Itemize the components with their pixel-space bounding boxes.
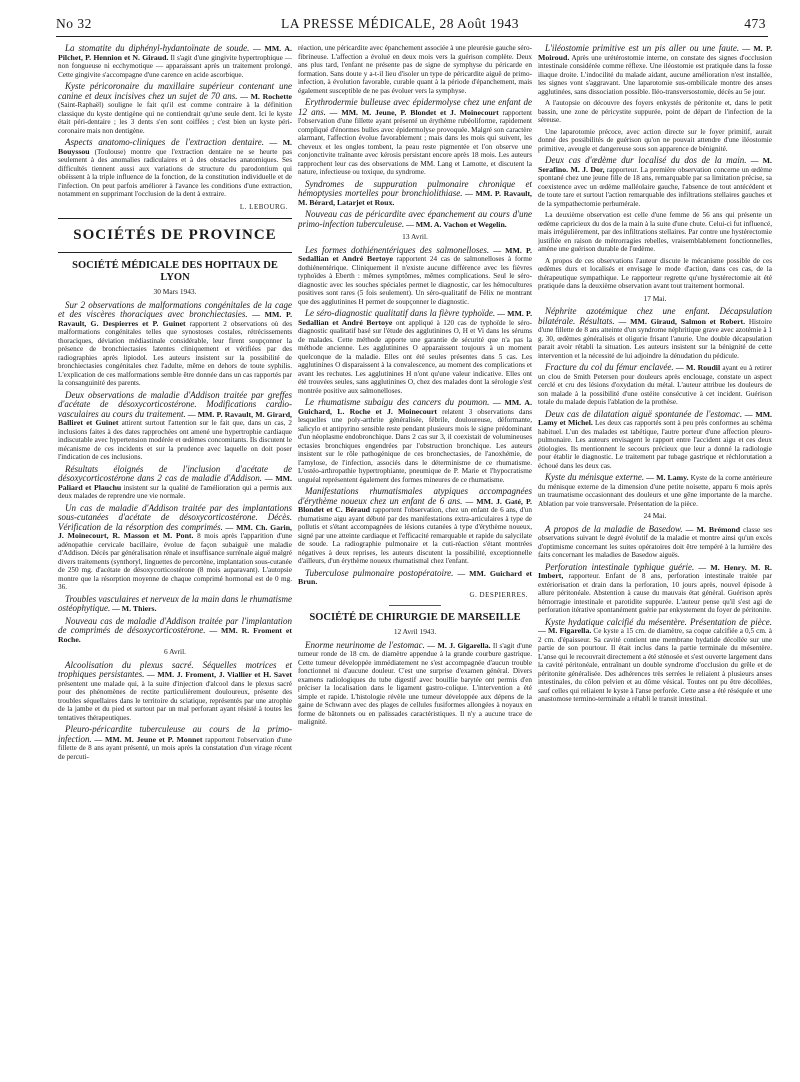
article-text: insistent sur la qualité de l'amélioration qui a permis aux deux malades de reprendre une vie normale. (58, 483, 292, 500)
article-authors: — M. Roudil (675, 363, 721, 372)
signature: L. LEBOURG. (239, 202, 288, 211)
article-title: Kyste du ménisque externe. (545, 472, 645, 482)
article-authors: — MM. P. Ravault, M. Bérard, Latarjet et Roux. (298, 189, 532, 207)
article-paragraph (298, 641, 532, 727)
article-title: Deux observations de maladie d'Addison traitée par greffes d'acétate de désoxycorticostérone. Modifications cardio-vasculaires au cours du traitement. (58, 389, 292, 419)
article-paragraph (538, 363, 772, 407)
article-text: Histoire d'une fillette de 8 ans atteinte d'un syndrome néphritique grave avec azotémie à 1 g. 30, œdèmes généralisés et oligurie frisant l'anurie. Une double décapsulation parait avoir rétabli la situation. Les auteurs insistent sur la bénignité de cette intervention et la nécessité de lui adjoindre la dénudation du pédicule. (538, 317, 772, 360)
article-title: Fracture du col du fémur enclavée. (545, 362, 674, 372)
article-paragraph (58, 504, 292, 592)
article-title: Troubles vasculaires et nerveux de la main dans le rhumatisme ostéophytique. (58, 593, 292, 613)
article-paragraph (298, 487, 532, 566)
article-group (538, 525, 772, 704)
article-authors: — MM. M. Jeune, P. Blondet et J. Moinecourt (329, 107, 499, 117)
article-paragraph (538, 473, 772, 508)
article-authors: — MM. P. Sedallian et André Bertoye (298, 245, 532, 263)
article-text: rapportent 2 observations où des malformations congénitales telles que synostoses costales, rétrécissements thoraciques, déviation médiastinale considérable, leur firent soupçonner la présence de bronchiectasies latentes cliniquement et vérifiées par des radiographies après lipiodol. Les auteurs insistent sur la possibilité de bronchiectasies congénitales chez l'adulte, même en dehors de toute syphilis. L'explication de ces malformations semble être donnée dans un cas rapportés par la consanguinité des parents. (58, 319, 292, 387)
article-authors: — MM. P. Sedallian et André Bertoye (298, 309, 532, 327)
article-title: Les formes dothiénentériques des salmonelloses. (305, 244, 490, 255)
article-authors: — M. Brémond (685, 524, 741, 534)
article-group (298, 246, 532, 587)
article-paragraph (538, 44, 772, 96)
session-date: 30 Mars 1943. (153, 287, 197, 296)
session-date: 17 Mai. (643, 293, 667, 303)
article-text: rapporteur. La première observation concerne un œdème spontané chez une jeune fille de 18 ans, remarquable par sa limitation précise, sa coexistence avec un œdème malléolaire gauche, l'absence de tout antécédent et de toute tare et surtout l'action remarquable des infiltrations stellaires gauches et de la sympathectomie perhumérale. (538, 165, 772, 208)
article-paragraph (58, 44, 292, 79)
article-title: Syndromes de suppuration pulmonaire chronique et hémoptysies mortelles pour bronchiolithiase. (298, 178, 532, 198)
article-text: rapportent 24 cas de salmonelloses à forme dothiénentérique. Cliniquement il n'existe aucune différence avec les fièvres typhoïdes à Eberth : mêmes symptômes, mêmes complications. Seul le séro-diagnostic avec les souches spéciales permet le diagnostic, car les hémocultures positives sont rares (5 fois seulement). Un séro-qualitatif de Félix ne montrant que des agglutinines H permet de soupçonner le diagnostic. (298, 255, 532, 306)
article-authors: — MM. Paliard et Plauchu (58, 474, 292, 492)
article-paragraph (538, 410, 772, 471)
article-text: présentent une malade qui, à la suite d'injection d'alcool dans le plexus sacré pour des phénomènes de rectite particulièrement douloureux, présente des troubles séquellaires dans le territoire du sciatique, représentés par une atrophie de la jambe et du pied et surtout par un mal perforant ayant résisté à toutes les tentatives thérapeutiques. (58, 679, 292, 722)
article-title: Aspects anatomo-cliniques de l'extraction dentaire. (65, 137, 265, 147)
article-text: Après une urétérostomie interne, on constate des signes d'occlusion intestinale considérée comme réflexe. Une iléostomie est pratiquée dans la fosse iliaque droite. L'indocilité du malade aidant, aucune amélioration n'est installée, les signes vont s'aggravant. Une laparotomie sus-ombilicale montre des anses agglutinées, sans dissociation possible. Iléo-transversostomie, décès au 5e jour. (538, 53, 772, 96)
section-rule (58, 252, 292, 253)
article-authors: — MM. P. Ravault, G. Despierres et P. Guinet (58, 310, 292, 328)
article-authors: — MM. A. Vachon et Wegelin. (405, 219, 507, 229)
article-text: Kyste de la corne antérieure du ménisque externe de la dimension d'une petite noisette, apparu 6 mois après un traumatisme occasionnant des douleurs et une gêne importante de la marche. Ablation par voie transversale. Présentation de la pièce. (538, 474, 772, 508)
session-date: 13 Avril. (402, 232, 428, 241)
article-text: A propos de ces observations l'auteur discute le mécanisme possible de ces œdèmes durs et localisés et envisage le mode d'action, dans ces cas, de la thérapeutique sympathique. Le rapporteur regrette qu'une hystérectomie ait été pratiquée dans la deuxième observation avant tout traitement hormonal. (538, 256, 772, 290)
article-title: Alcoolisation du plexus sacré. Séquelles motrices et trophiques persistantes. (58, 659, 292, 679)
article-authors: — M. P. Moiroud. (538, 44, 772, 62)
article-title: Perforation intestinale typhique guérie. (545, 561, 695, 572)
article-paragraph (58, 465, 292, 501)
article-paragraph (538, 618, 772, 704)
article-authors: — MM. Lamy et Michel. (538, 409, 772, 427)
article-paragraph (58, 617, 292, 645)
article-text: Ce kyste a 15 cm. de diamètre, sa coque calcifiée a 0,5 cm. à 2 cm. d'épaisseur. Sa cavité contient une membrane hydatide décollée sur une partie de son pourtour. Il était inclus dans la partie terminale du mésentère. L'anse qui le recouvrait directement a été sténosée et s'est ouverte largement dans la cavité péritonéale, entraînant un double syndrome d'occlusion du grêle et de péritonite généralisée. Des adhérences très serrées le reliaient à plusieurs anses intestinales, du côlon pelvien et au dôme vésical. Toutes ont pu être décollées, sauf celles qui reliaient le kyste à l'anse perforée. Cette anse a été réséquée et une anastomose termino-terminale a rétabli le transit intestinal. (538, 627, 772, 703)
article-title: Manifestations rhumatismales atypiques accompagnées d'érythème noueux chez un enfant de 6 ans. (298, 486, 532, 506)
article-authors: — MM. J. Gaté, P. Blondet et C. Béraud (298, 496, 532, 514)
article-authors: — M. Lamy. (646, 473, 689, 482)
article-text: classe ses observations suivant le degré évolutif de la maladie et montre ainsi qu'un excès d'optimisme concernant les suites opératoires doit être tempéré à la lumière des faits concernant les maladies de Basedow aiguës. (538, 525, 772, 559)
article-authors: — MM. P. Ravault, M. Girard, Balliret et Guinet (58, 409, 292, 427)
article-paragraph (538, 211, 772, 254)
article-authors: — MM. A. Guichard, L. Roche et J. Moinecourt (298, 398, 532, 416)
article-authors: — MM. Guichard et Brun. (298, 568, 532, 586)
article-text: rapportent l'observation d'une fillette de 8 ans ayant présenté, un mois après la constatation d'un virage récent de percuti- (58, 735, 292, 761)
article-text: (Toulouse) montre que l'extraction dentaire ne se heurte pas seulement à des anomalies radiculaires et à des obstacles anatomiques. Ses difficultés tiennent aussi aux variations de structure du parodontium qui obéissent à la triple influence de la fonction, de la constitution individuelle et de l'infection. On peut parfois améliorer à l'avance les conditions d'une extraction, notamment en supprimant l'occlusion de la dent à extraire. (58, 147, 292, 198)
article-group (538, 44, 772, 291)
article-group (58, 661, 292, 762)
article-paragraph (538, 99, 772, 125)
article-paragraph (58, 595, 292, 614)
article-text: (Saint-Raphaël) souligne le fait qu'il est comme contraire à la définition classique du kyste dentigène qui ne contiendrait qu'une seule dent. Ici le kyste était péri-dentaire ; les 3 dents s'en sont coiffées ; c'est bien un kyste péri-coronaire mais non dentigène. (58, 101, 292, 135)
article-title: A propos de la maladie de Basedow. (545, 523, 683, 534)
article-text: ont appliqué à 120 cas de typhoïde le séro-diagnostic qualitatif basé sur l'étude des agglutinines O, H et Vi dans les sérums de malades. Cette méthode apporte une garantie de sécurité que n'a pas la méthode ancienne. Les agglutinines O apparaissent toujours à un moment quelconque de la maladie. Elles ont été seules présentes dans 5 cas. Les agglutinines O disparaissent à la convalescence, au moment des complications et avant les rechutes. Les agglutinines H n'ont qu'une valeur indicative. Elles ont été trouvées seules, sans agglutinines O, chez des malades dont la sérologie s'est montrée positive aux salmonelloses. (298, 318, 532, 395)
article-authors: — MM. Ch. Garin, J. Moinecourt, R. Masson et M. Pont. (58, 522, 292, 540)
column-2 (298, 44, 532, 1078)
article-authors: — M. Serafino. M. J. Dor, (538, 156, 772, 174)
society-heading: SOCIÉTÉ MÉDICALE DES HOPITAUX DE LYON (72, 260, 278, 283)
article-paragraph (538, 525, 772, 560)
article-group (58, 44, 292, 199)
article-title: Deux cas de dilatation aiguë spontanée de l'estomac. (545, 408, 743, 419)
article-title: Un cas de maladie d'Addison traitée par des implantations sous-cutanées d'acétate de désoxycorticostérone. Décès. Vérification de la résorption des comprimés. (58, 502, 292, 532)
divider (389, 605, 441, 606)
article-paragraph (58, 725, 292, 761)
article-text: La deuxième observation est celle d'une femme de 56 ans qui présente un œdème capricieux du dos de la main à la suite d'une chute. Celui-ci fut influencé, mais irrégulièrement, par des infiltrations stellaires. Par contre une hystérectomie justifiée en raison de métrorragies rebelles, vraisemblablement fonctionnelles, amène une guérison durable de l'œdème. (538, 211, 772, 253)
article-title: Le séro-diagnostic qualitatif dans la fièvre typhoïde. (305, 308, 496, 318)
article-text: rapporteur. Enfant de 8 ans, perforation intestinale traitée par extériorisation et drain dans la perforation, 10 jours après, nouvel épisode à allure péritonéale. Abstention à cause du mauvais état général. Guérison après hémorragie intestinale et parotidite suppurée. L'auteur pense qu'il s'est agi de perforation itérative spontanément guérie par enkystement du foyer de péritonite. (538, 572, 772, 614)
article-authors: — M. Henry. M. R. Imbert, (538, 562, 772, 580)
article-text: rapportent l'observation d'une fillette ayant présenté un érythème rubéoliforme, rapidement compliqué d'énormes bulles avec épidermolyse provoquée. Malgré son caractère alarmant, l'affection évolue favorablement ; mais dans les mois qui suivent, les cheveux et les ongles tombent, la peau reste pigmentée et l'on observe une conjonctivite traînante avec kérosis persistant encore après 18 mois. Les auteurs rapprochent leur cas des observations de MM. Lang et Lamotte, et discutent la nature, infectieuse ou toxique, du syndrome. (298, 108, 532, 176)
society-heading: SOCIÉTÉ DE CHIRURGIE DE MARSEILLE (309, 612, 521, 623)
article-title: La stomatite du diphényl-hydantoïnate de soude. (65, 44, 250, 53)
article-authors: — M. Bouyssou (58, 138, 292, 156)
article-paragraph (298, 309, 532, 395)
article-paragraph (538, 257, 772, 291)
article-paragraph (538, 156, 772, 208)
column-1 (58, 44, 292, 1078)
article-title: L'iléostomie primitive est un pis aller ou une faute. (545, 44, 740, 53)
signature: G. DESPIERRES. (469, 590, 528, 599)
article-title: Le rhumatisme subaigu des cancers du poumon. (305, 397, 490, 407)
section-rule (58, 218, 292, 219)
article-paragraph (538, 128, 772, 154)
article-paragraph (538, 563, 772, 615)
article-title: Pleuro-péricardite tuberculeuse au cours de la primo-infection. (58, 724, 292, 744)
article-paragraph (58, 661, 292, 723)
article-group (538, 307, 772, 508)
article-title: Nouveau cas de péricardite avec épanchement au cours d'une primo-infection tuberculeuse. (298, 209, 532, 229)
article-group (298, 98, 532, 229)
article-title: Kyste péricoronaire du maxillaire supérieur contenant une canine et deux incisives chez un sujet de 70 ans. (58, 81, 292, 101)
article-authors: — M. Rochette (240, 91, 292, 101)
article-paragraph (298, 398, 532, 484)
article-paragraph (298, 210, 532, 229)
article-text: Une laparotomie précoce, avec action directe sur le foyer primitif, aurait donné des possibilités de guérison qu'on ne pouvait attendre d'une iléostomie primitive, aveugle et dangereuse sous son apparence de bénignité. (538, 127, 772, 153)
column-3 (538, 44, 772, 1078)
article-title: Erythrodermie bulleuse avec épidermolyse chez une enfant de 12 ans. (298, 97, 532, 117)
session-date: 24 Mai. (643, 511, 667, 520)
article-text: relatent 3 observations dans lesquelles une poly-arthrite généralisée, fébrile, douloureuse, déformante, salicylo et antipyrino sensible reste pendant plusieurs mois le signe prédominant d'un néoplasme endobronchique. Dans 2 cas sur 3, il coexistait de volumineuses ectasies bronchiques engendrées par l'obstruction bronchique. Les auteurs insistent sur le rôle pathogénique de ces bronchectasies, de l'anoxhémie, de l'amylose, de l'infection, associés dans le déterminisme de ce rhumatisme. L'ostéo-arthropathie hypertrophiante, pneumique de P. Marie et l'hypocratisme unguéal représentent également des formes mineures de ce rhumatisme. (298, 407, 532, 484)
article-text: Il s'agit d'une tumeur ronde de 18 cm. de diamètre appendue à la grande courbure gastrique. Cette tumeur développée immédiatement ne s'est accompagnée d'aucun trouble fonctionnel ni d'aucune douleur. C'est une surprise d'examen général. Divers examens radiologiques du tube digestif avec bouillie barytée ont permis d'en préciser la localisation dans le ligament gastro-colique. L'intervention a été simple et rapide. L'histologie révèle une tumeur développée aux dépens de la gaine de Schwann avec des plages de cellules fusiformes allongées à noyaux en forme de bâtonnets ou en palissades caractéristiques. Il n'y a aucune trace de malignité. (298, 641, 532, 726)
article-title: Deux cas d'œdème dur localisé du dos de la main. (545, 155, 747, 165)
article-title: Tuberculose pulmonaire postopératoire. (305, 567, 454, 578)
article-text: Les deux cas rapportés sont à peu près conformes au schéma habituel. L'un des malades est tabétique, l'autre porteur d'une affection pleuro-pulmonaire. Les auteurs envisagent le rapport entre l'accident aigu et ces deux étiologies. Ils mentionnent le secours précieux que leur a donné la radiologie pour établir le diagnostic. Le traitement par tubage gastrique et réchlorutation a échoué dans les deux cas. (538, 419, 772, 470)
article-authors: — M. Figarella. (538, 626, 592, 635)
article-text: 8 mois après l'apparition d'une adénopathie cervicale bacillaire, évolue de façon subaiguë une maladie d'Addison. Décès par généralisation rénale et insuffisance surrénale aiguë malgré divers traitements (synthoryl, linguettes de percortène, implantation sous-cutanée de 250 mg. d'acétate de désoxycorticostérone (8 mois auparavant). L'autopsie montre que la résorption moyenne de chaque comprimé hormonal est de 0 mg. 36. (58, 532, 292, 591)
section-title: SOCIÉTÉS DE PROVINCE (73, 227, 277, 243)
article-paragraph (58, 301, 292, 388)
article-paragraph (298, 246, 532, 307)
article-paragraph (298, 569, 532, 587)
session-date: 6 Avril. (163, 647, 187, 656)
article-authors: — MM. M. Jeune et P. Monnet (94, 734, 203, 744)
article-title: Kyste hydatique calcifié du mésentère. Présentation de pièce. (545, 616, 772, 627)
article-authors: — MM. Giraud, Salmon et Robert. (618, 316, 746, 326)
publication-title: LA PRESSE MÉDICALE, 28 Août 1943 (280, 16, 520, 31)
article-authors: — M. J. Gigarella. (427, 640, 491, 650)
article-paragraph (298, 180, 532, 208)
session-date: 12 Avril 1943. (393, 627, 437, 636)
article-text: attirent surtout l'attention sur le fait que, dans un cas, 2 inclusions faites à des dates rapprochées ont amené une hypertrophie cardiaque indiscutable avec hypertension modérée et œdèmes concomitants. Ils discutent le mécanisme de ces incidents et sur la prudence avec laquelle on doit poser l'indication de ces inclusions. (58, 419, 292, 461)
article-text: Il s'agit d'une gingivite hypertrophique — non fongueuse ni ecchymotique — apparaissant après un traitement prolongé. Cette gingivite s'accompagne d'une carence en acide ascorbique. (58, 53, 292, 79)
article-title: Résultats éloignés de l'inclusion d'acétate de désoxycorticostérone dans 2 cas de maladie d'Addison. (58, 463, 292, 483)
article-text: A l'autopsie on découvre des foyers enkystés de péritonite et, dans le petit bassin, une zone de péricystite suppurée, point de départ de l'infection de la séreuse. (538, 99, 772, 124)
article-text: ayant eu à retirer un clou de Smith Petersen pour douleurs après enclouage, constate un aspect cerclé et cru des lésions d'oxydation du métal. L'auteur attribue les douleurs de son malade à la possibilité d'une ostéite consécutive à cet incident. Guérison totale du malade depuis l'ablation de la prothèse. (538, 364, 772, 406)
page-number: 473 (744, 16, 766, 31)
article-authors: — MM. A. Pilchet, P. Hennion et N. Giraud. (58, 44, 292, 62)
article-title: Sur 2 observations de malformations congénitales de la cage et des viscères thoraciques avec bronchiectasies. (58, 299, 292, 319)
article-paragraph (58, 82, 292, 135)
article-authors: — M. Thiers. (112, 604, 157, 613)
article-group (58, 301, 292, 645)
article-authors: — MM. R. Froment et Roche. (58, 626, 292, 644)
issue-number: No 32 (56, 16, 92, 31)
article-paragraph (298, 98, 532, 177)
article-paragraph (58, 391, 292, 462)
article-text: rapportent l'observation, chez un enfant de 6 ans, d'un rhumatisme aigu ayant débuté par des manifestations extra-articulaires à type de pollutis et s'étant accompagnées de lésions cutanées à type d'érythème noueux, signé par une atteinte cardiaque et l'efficacité remarquable et rapide du salycilate de soude. La radiographie pulmonaire et la cuti-réaction s'étant montrées négatives à deux reprises, les auteurs discutent la possibilité, exceptionnelle d'ailleurs, d'un érythème noueux rhumatismal chez l'enfant. (298, 506, 532, 565)
article-group (298, 641, 532, 727)
continued-paragraph: réaction, une péricardite avec épanchement associée à une pleurésie gauche séro-fibrineuse. L'affection a évolué en deux mois vers la guérison complète. Deux ans plus tard, l'enfant ne présente pas de signe de symphyse du péricarde en formation. Sans doute y a-t-il lieu d'isoler un type de péricardite aiguë de primo-infection, à évolution favorable, curable quant à la période d'épanchement, mais également susceptible de ne pas évoluer vers la symphyse. (298, 44, 532, 95)
header-rule (56, 36, 768, 37)
article-paragraph (58, 138, 292, 199)
article-title: Enorme neurinome de l'estomac. (305, 639, 425, 650)
article-paragraph (538, 307, 772, 360)
article-title: Néphrite azotémique chez une enfant. Décapsulation bilatérale. Résultats. (538, 306, 772, 326)
article-authors: — MM. J. Froment, J. Viallier et H. Savet (146, 670, 292, 679)
article-title: Nouveau cas de maladie d'Addison traitée par l'implantation de comprimés de désoxycorticostérone. (58, 615, 292, 635)
page-header (34, 16, 766, 36)
